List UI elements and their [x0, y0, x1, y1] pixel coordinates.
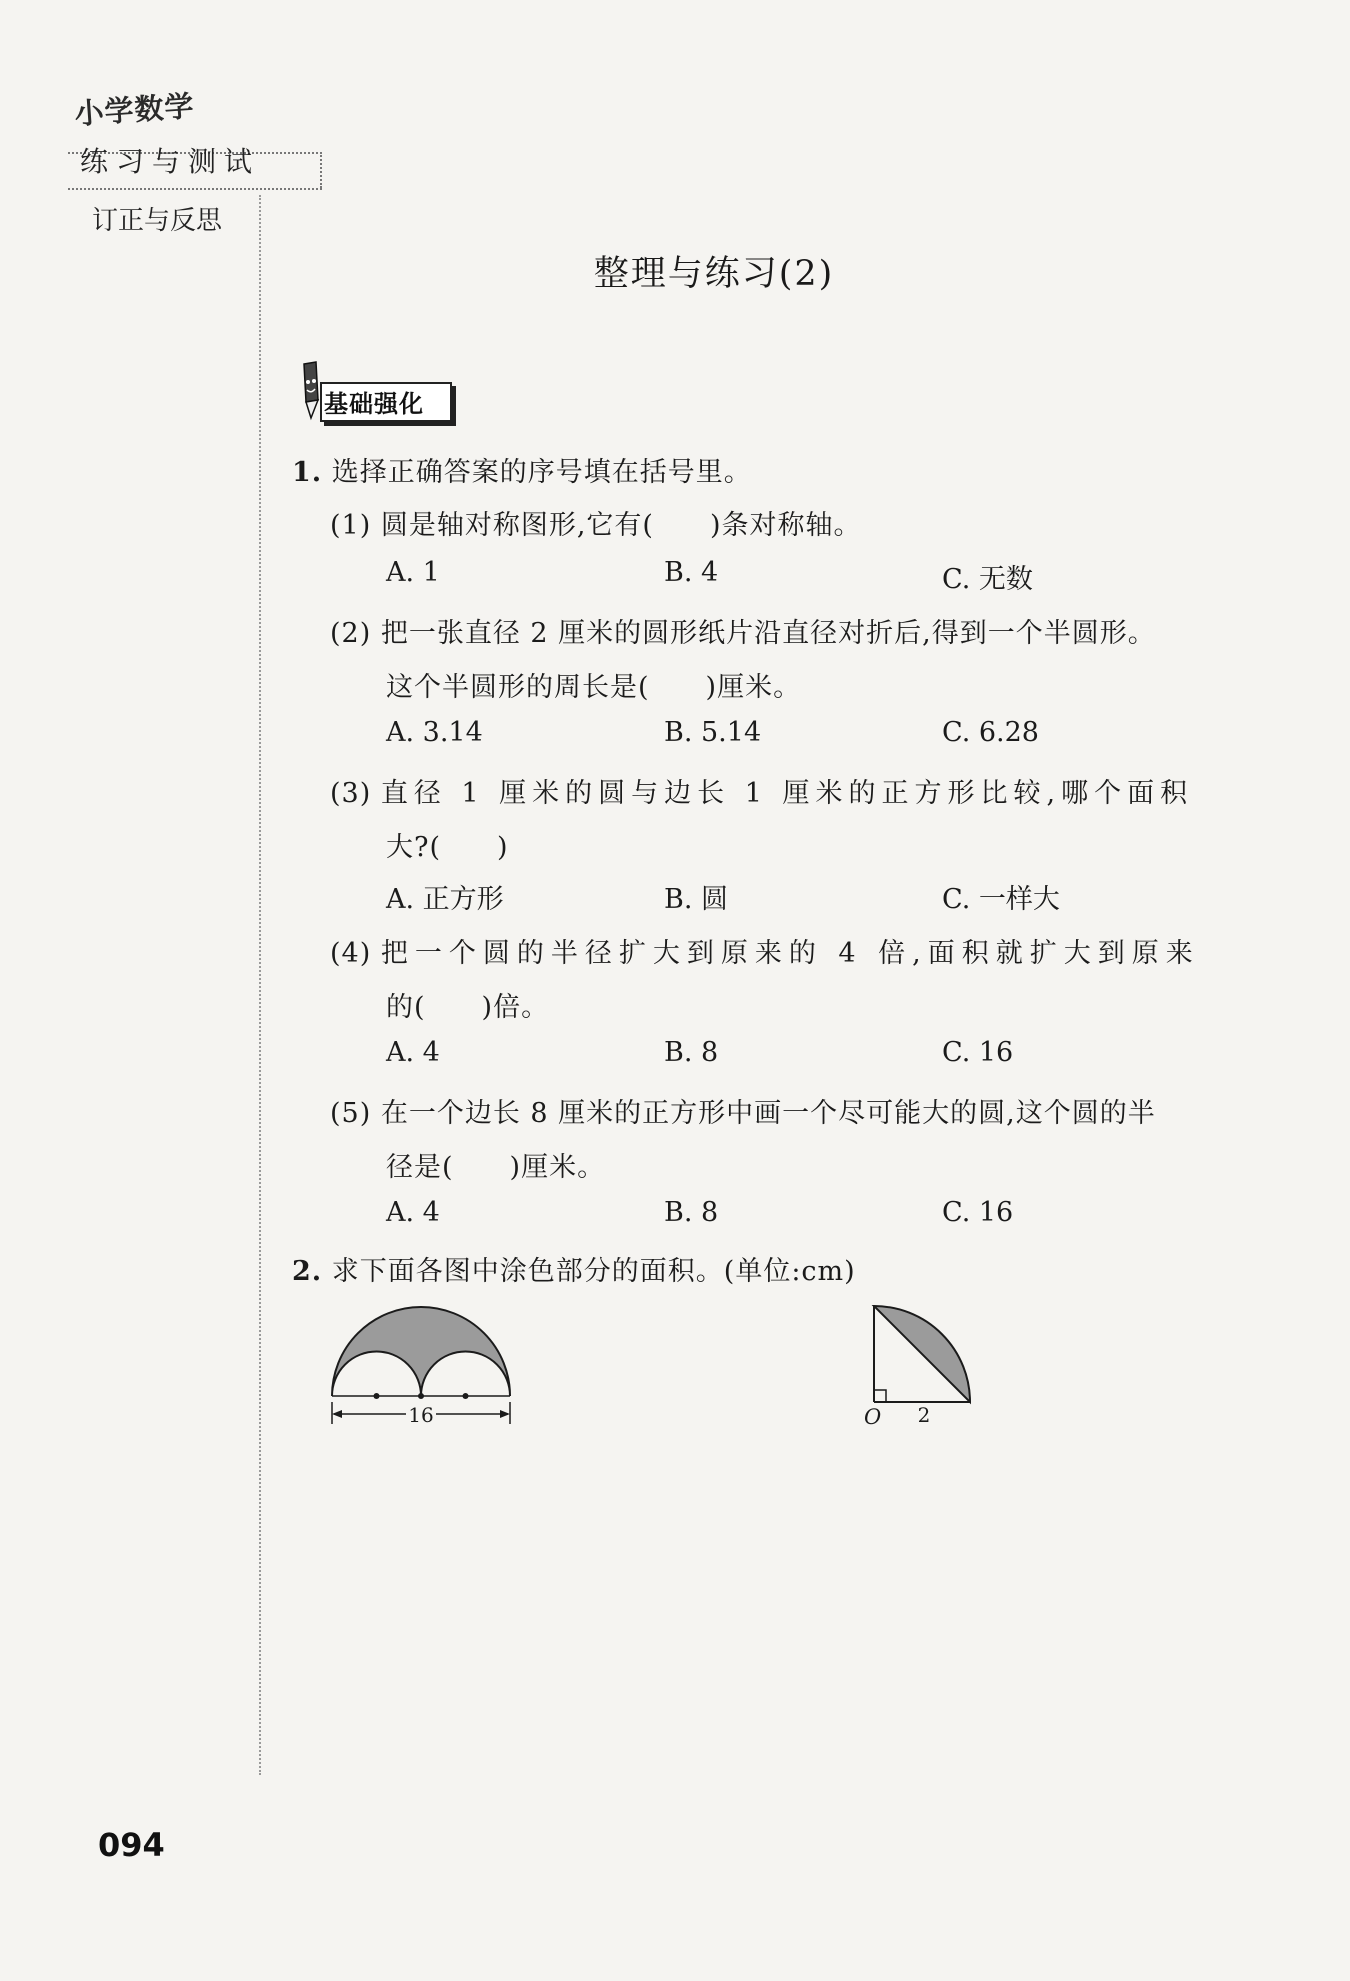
option-b: B. 4 [664, 557, 719, 588]
question-1 [292, 450, 752, 489]
option-c: C. 6.28 [942, 717, 1039, 748]
subquestion-text: )倍。 [481, 992, 550, 1023]
figure-quarter-circle [860, 1296, 1000, 1430]
subquestion-3 [330, 771, 1193, 810]
center-dot [463, 1393, 469, 1399]
subquestion-text: 把一个圆的半径扩大到原来的 4 倍,面积就扩大到原来 [380, 938, 1200, 969]
subquestion-4 [330, 931, 1200, 970]
subquestion-label: (1) [330, 510, 372, 541]
option-a: A. 4 [386, 1197, 440, 1228]
subquestion-1 [330, 503, 862, 542]
subquestion-text: 大?( [386, 832, 442, 863]
subquestion-text: )厘米。 [705, 672, 802, 703]
dimension-label: 16 [408, 1403, 434, 1427]
brand-title: 小学数学 [73, 88, 196, 132]
right-angle-mark [874, 1390, 886, 1402]
subquestion-label: (2) [330, 618, 372, 649]
radius-label: 2 [917, 1403, 931, 1427]
arrow-head [500, 1410, 510, 1418]
shaded-segment [874, 1306, 970, 1402]
subquestion-text: 这个半圆形的周长是( [386, 672, 650, 703]
question-number: 1. [292, 457, 323, 488]
question-2 [292, 1249, 856, 1288]
option-c: C. 16 [942, 1197, 1014, 1228]
subquestion-text: ) [497, 832, 509, 863]
origin-label: O [864, 1405, 882, 1429]
question-number: 2. [292, 1256, 323, 1287]
figure-semicircles [320, 1300, 520, 1430]
center-dot [374, 1393, 380, 1399]
shaded-region [332, 1307, 510, 1396]
option-c: C. 无数 [942, 564, 1033, 595]
subquestion-2 [330, 611, 1156, 650]
margin-label: 订正与反思 [92, 206, 223, 236]
option-a: A. 正方形 [386, 884, 504, 915]
option-b: B. 8 [664, 1037, 719, 1068]
subquestion-text: 圆是轴对称图形,它有( [380, 510, 654, 541]
subquestion-label: (5) [330, 1098, 372, 1129]
subquestion-text: )条对称轴。 [709, 510, 862, 541]
section-label: 基础强化 [324, 390, 424, 418]
option-c: C. 一样大 [942, 884, 1060, 915]
option-b: B. 5.14 [664, 717, 762, 748]
subquestion-3-cont [386, 825, 509, 864]
margin-divider [259, 195, 261, 1775]
option-a: A. 1 [386, 557, 440, 588]
subquestion-label: (3) [330, 778, 372, 809]
subquestion-text: 把一张直径 2 厘米的圆形纸片沿直径对折后,得到一个半圆形。 [380, 618, 1156, 649]
subquestion-text: 直径 1 厘米的圆与边长 1 厘米的正方形比较,哪个面积 [380, 778, 1194, 809]
header-divider [68, 188, 322, 190]
option-a: A. 3.14 [386, 717, 483, 748]
subquestion-5-cont [386, 1145, 605, 1184]
subquestion-2-cont [386, 665, 801, 704]
question-text: 选择正确答案的序号填在括号里。 [331, 457, 752, 488]
option-c: C. 16 [942, 1037, 1014, 1068]
subquestion-text: 的( [386, 992, 426, 1023]
arrow-head [332, 1410, 342, 1418]
center-dot [418, 1393, 424, 1399]
subquestion-text: 在一个边长 8 厘米的正方形中画一个尽可能大的圆,这个圆的半 [380, 1098, 1156, 1129]
page-title: 整理与练习(2) [593, 254, 835, 294]
subquestion-label: (4) [330, 938, 372, 969]
subquestion-5 [330, 1091, 1156, 1130]
option-b: B. 8 [664, 1197, 719, 1228]
section-badge [294, 360, 464, 420]
option-b: B. 圆 [664, 884, 729, 915]
option-a: A. 4 [386, 1037, 440, 1068]
subquestion-text: )厘米。 [509, 1152, 606, 1183]
page-number: 094 [98, 1826, 165, 1864]
subquestion-text: 径是( [386, 1152, 454, 1183]
brand-subtitle: 练习与测试 [80, 145, 261, 178]
question-text: 求下面各图中涂色部分的面积。(单位:cm) [331, 1256, 856, 1287]
subquestion-4-cont [386, 985, 549, 1024]
